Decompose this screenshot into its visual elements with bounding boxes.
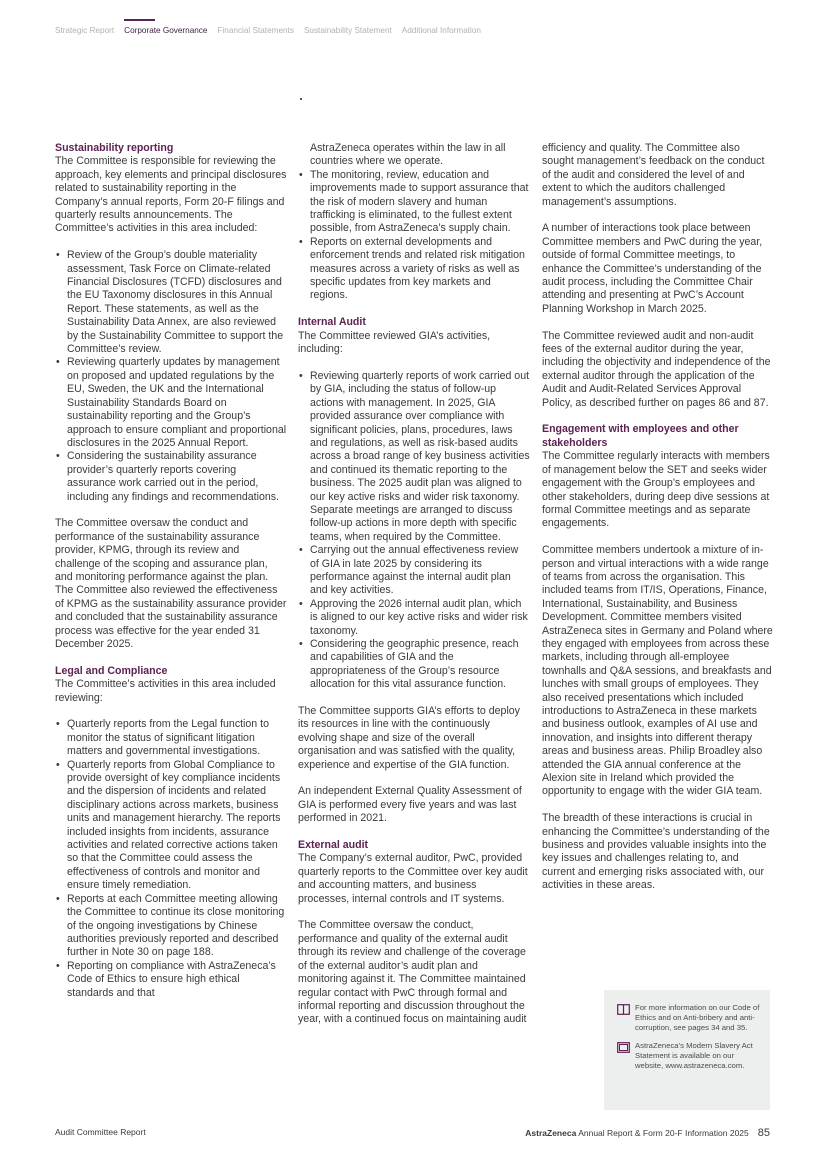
paragraph: Committee members undertook a mixture of in-person and virtual interactions with a wide range of teams from across the organisation. This included teams from IT/IS, Operations, Finance, International, Sustainability, and Business Development. Committee members visited AstraZeneca sites in Germany and Poland where they engaged with employees from across these markets, including through all-employee townhalls and Q&A sessions, and breakfasts and lunches with small groups of employees. They also received presentations which included introductions to AstraZeneca in these markets and business outlook, examples of AI use and innovation, and insights into different therapy areas and business areas. Philip Broadley also attended the GIA annual conference at the Alexion site in Ireland which provided the opportunity to engage with the wider GIA team. — [542, 544, 773, 798]
paragraph: The Company’s external auditor, PwC, provided quarterly reports to the Committee over key audit and accounting matters, and business processes, internal controls and IT systems. — [298, 852, 528, 905]
paragraph: The Committee oversaw the conduct, performance and quality of the external audit through its review and challenge of the coverage of the external auditor’s audit plan and monitoring against it. The Committee maintained regular contact with PwC through formal and informal reporting and discussion throughout the year, with a continued focus on maintaining audit — [298, 919, 527, 1026]
bullet-list — [55, 718, 287, 1000]
info-text: AstraZeneca’s Modern Slavery Act Statement is available on our website, www.astrazeneca.com. — [635, 1041, 753, 1071]
info-box — [604, 990, 770, 1110]
info-item-code-of-ethics[interactable] — [617, 1003, 760, 1033]
list-item: • Review of the Group’s double materiality assessment, Task Force on Climate-related Financial Disclosures (TCFD) disclosures and the EU Taxonomy disclosures in this Annual Report. These statements, as well as the Sustainability Data Annex, are also reviewed by the Sustainability Committee to support the Committee’s review. — [55, 249, 287, 356]
list-item: • Reviewing quarterly updates by management on proposed and updated regulations by the EU, Sweden, the UK and the International Sustainability Standards Board on sustainability reporting and the Group’s approach to ensure compliant and proportional disclosures in the 2025 Annual Report. — [55, 356, 287, 450]
nav-financial-statements[interactable]: Financial Statements — [217, 26, 294, 35]
section-nav — [55, 19, 491, 39]
paragraph: efficiency and quality. The Committee also sought management’s feedback on the conduct of the audit and considered the level of and extent to which the auditors challenged management’s assumptions. — [542, 142, 765, 208]
bullet-list — [298, 142, 530, 303]
bullet-list — [55, 249, 287, 504]
info-text: For more information on our Code of Ethics and on Anti-bribery and anti-corruption, see pages 34 and 35. — [635, 1003, 760, 1033]
list-item-continued — [298, 142, 530, 169]
list-item: • Considering the geographic presence, reach and capabilities of GIA and the appropriateness of the Group’s resource allocation for this vital assurance function. — [298, 638, 530, 692]
paragraph: The Committee oversaw the conduct and performance of the sustainability assurance provider, KPMG, through its review and challenge of the scoping and assurance plan, and monitoring performance against the plan. The Committee also reviewed the effectiveness of KPMG as the sustainability assurance provider and concluded that the sustainability assurance process was effective for the year ended 31 December 2025. — [55, 517, 287, 650]
paragraph: The Committee regularly interacts with members of management below the SET and seeks wider engagement with the Group’s employees and other stakeholders, during deep dive sessions at formal Committee meetings and as separate engagements. — [542, 450, 770, 530]
paragraph: The Committee’s activities in this area included reviewing: — [55, 678, 276, 704]
paragraph: A number of interactions took place between Committee members and PwC during the year, outside of formal Committee meetings, to enhance the Committee’s understanding of the audit process, including the Committee Chair attending and presenting at PwC’s Account Planning Workshop in March 2025. — [542, 222, 763, 315]
footer-report-title: Annual Report & Form 20-F Information 2025 — [576, 1128, 749, 1138]
info-item-modern-slavery[interactable] — [617, 1041, 760, 1071]
list-item: • Reports at each Committee meeting allowing the Committee to continue its close monitoring of the ongoing investigations by Chinese authorities previously reported and described further in Note 30 on page 188. — [55, 893, 287, 960]
footer-section-title: Audit Committee Report — [55, 1127, 146, 1137]
heading-internal-audit: Internal Audit — [298, 316, 366, 329]
list-item: • Carrying out the annual effectiveness review of GIA in late 2025 by considering its performance against the internal audit plan and key activities. — [298, 544, 530, 598]
heading-sustainability-reporting: Sustainability reporting — [55, 142, 174, 154]
footer-report-info — [525, 1127, 770, 1139]
paragraph: The Committee reviewed GIA’s activities, including: — [298, 329, 491, 356]
list-item: • Reports on external developments and enforcement trends and related risk mitigation measures across a variety of risks as well as specific updates from key markets and regions. — [298, 236, 530, 303]
column-2 — [298, 142, 530, 1027]
list-item: • Reporting on compliance with AstraZeneca’s Code of Ethics to ensure high ethical standards and that — [55, 960, 287, 1000]
paragraph: An independent External Quality Assessment of GIA is performed every five years and was last performed in 2021. — [298, 785, 522, 825]
nav-corporate-governance[interactable]: Corporate Governance — [124, 19, 207, 39]
paragraph: The Committee reviewed audit and non-audit fees of the external auditor during the year, including the objectivity and independence of the external auditor through the application of the Audit and Audit-Related Services Approval Policy, as described further on pages 86 and 87. — [542, 329, 771, 409]
nav-sustainability-statement[interactable]: Sustainability Statement — [303, 26, 392, 35]
heading-engagement: Engagement with employees and other stakeholders — [542, 423, 739, 449]
decorative-dot — [300, 98, 302, 100]
list-item: • Quarterly reports from Global Compliance to provide oversight of key compliance incidents and the dispersion of incidents and related disciplinary actions across markets, business units and management hierarchy. The reports included insights from incidents, assurance activities and related corrective actions taken so that the Committee could assess the effectiveness of controls and monitor and ensure timely remediation. — [55, 759, 287, 893]
monitor-icon — [617, 1042, 630, 1053]
column-3 — [542, 142, 774, 893]
nav-strategic-report[interactable]: Strategic Report — [55, 26, 115, 35]
bullet-list — [298, 370, 530, 692]
list-item: • Approving the 2026 internal audit plan, which is aligned to our key active risks and wider risk taxonomy. — [298, 598, 530, 638]
paragraph: The Committee is responsible for reviewing the approach, key elements and principal disclosures related to sustainability reporting in the Company’s annual reports, Form 20-F filings and quarterly results announcements. The Committee’s activities in this area included: — [55, 155, 287, 235]
list-item: • Quarterly reports from the Legal function to monitor the status of significant litigation matters and governmental investigations. — [55, 718, 287, 758]
paragraph: The breadth of these interactions is crucial in enhancing the Committee’s understanding of the business and provides valuable insights into the key issues and challenges relating to, and current and emerging risks associated with, our activities in these areas. — [542, 812, 770, 892]
column-1 — [55, 142, 287, 1000]
heading-external-audit: External audit — [298, 839, 369, 852]
heading-legal-and-compliance: Legal and Compliance — [55, 664, 168, 677]
list-item: • Reviewing quarterly reports of work carried out by GIA, including the status of follow-up actions with management. In 2025, GIA provided assurance over compliance with significant policies, plans, procedures, laws and regulations, as well as risk-based audits across a broad range of key business activities and continued its thematic reporting to the business. The 2025 audit plan was aligned to our key active risks and wider risk taxonomy. Separate meetings are arranged to discuss follow-up actions in more depth with specific teams, when required by the Committee. — [298, 370, 530, 544]
page-number: 85 — [757, 1127, 770, 1139]
nav-additional-information[interactable]: Additional Information — [401, 26, 481, 35]
book-icon — [617, 1004, 630, 1015]
list-item: • The monitoring, review, education and improvements made to support assurance that the risk of modern slavery and human trafficking is eliminated, to the fullest extent possible, from AstraZeneca’s supply chain. — [298, 169, 530, 236]
list-item-continued-text: AstraZeneca operates within the law in all countries where we operate. — [310, 142, 506, 168]
paragraph: The Committee supports GIA’s efforts to deploy its resources in line with the continuously evolving shape and size of the overall organisation and was satisfied with the quality, experience and expertise of the GIA function. — [298, 705, 520, 771]
footer-brand: AstraZeneca — [525, 1128, 577, 1138]
list-item: • Considering the sustainability assurance provider’s quarterly reports covering assurance work carried out in the period, including any findings and recommendations. — [55, 450, 287, 504]
